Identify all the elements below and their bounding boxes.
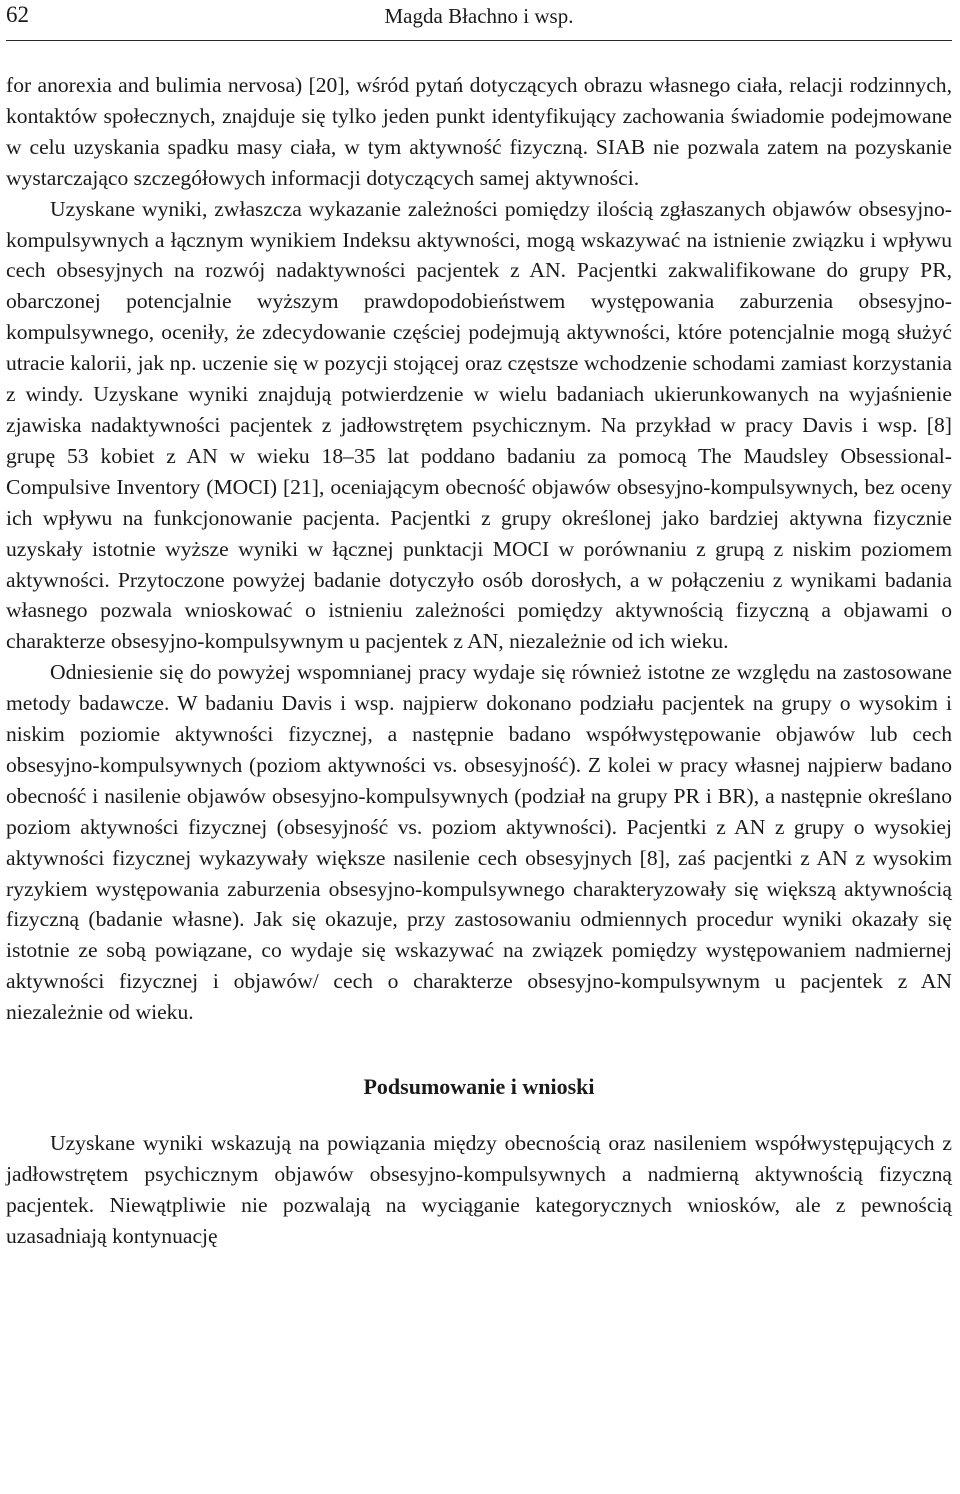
section-heading: Podsumowanie i wnioski [363,1074,595,1100]
document-page [6,0,952,1252]
body-text [6,70,952,1028]
running-header-author: Magda Błachno i wsp. [384,4,574,28]
paragraph-continued: for anorexia and bulimia nervosa) [20], wśród pytań dotyczących obrazu własnego ciała, relacji rodzinnych, kontaktów społecznych, znajduje się tylko jeden punkt identyfikujący zachowania świadomie podejmowane w celu uzyskania spadku masy ciała, w tym aktywność fizyczną. SIAB nie pozwala zatem na pozyskanie wystarczająco szczegółowych informacji dotyczących samej aktywności. [6,73,952,190]
running-header [6,0,952,41]
paragraph: Uzyskane wyniki wskazują na powiązania między obecnością oraz nasileniem współwystępujących z jadłowstrętem psychicznym objawów obsesyjno-kompulsywnych a nadmierną aktywnością fizyczną pacjentek. Niewątpliwie nie pozwalają na wyciąganie kategorycznych wniosków, ale z pewnością uzasadniają kontynuację [6,1131,952,1248]
page-number: 62 [6,2,29,27]
paragraph: Uzyskane wyniki, zwłaszcza wykazanie zależności pomiędzy ilością zgłaszanych objawów obsesyjno-kompulsywnych a łącznym wynikiem Indeksu aktywności, mogą wskazywać na istnienie związku i wpływu cech obsesyjnych na rozwój nadaktywności pacjentek z AN. Pacjentki zakwalifikowane do grupy PR, obarczonej potencjalnie wyższym prawdopodobieństwem występowania zaburzenia obsesyjno-kompulsywnego, oceniły, że zdecydowanie częściej podejmują aktywności, które potencjalnie mogą służyć utracie kalorii, jak np. uczenie się w pozycji stojącej oraz częstsze wchodzenie schodami zamiast korzystania z windy. Uzyskane wyniki znajdują potwierdzenie w wielu badaniach ukierunkowanych na wyjaśnienie zjawiska nadaktywności pacjentek z jadłowstrętem psychicznym. Na przykład w pracy Davis i wsp. [8] grupę 53 kobiet z AN w wieku 18–35 lat poddano badaniu za pomocą The Maudsley Obsessional-Compulsive Inventory (MOCI) [21], oceniającym obecność objawów obsesyjno-kompulsywnych, bez oceny ich wpływu na funkcjonowanie pacjenta. Pacjentki z grupy określonej jako bardziej aktywna fizycznie uzyskały istotnie wyższe wyniki w łącznej punktacji MOCI w porównaniu z grupą z niskim poziomem aktywności. Przytoczone powyżej badanie dotyczyło osób dorosłych, a w połączeniu z wynikami badania własnego pozwala wnioskować o istnieniu zależności pomiędzy aktywnością fizyczną a objawami o charakterze obsesyjno-kompulsywnym u pacjentek z AN, niezależnie od ich wieku. [6,196,952,654]
paragraph: Odniesienie się do powyżej wspomnianej pracy wydaje się również istotne ze względu na zastosowane metody badawcze. W badaniu Davis i wsp. najpierw dokonano podziału pacjentek na grupy o wysokim i niskim poziomie aktywności fizycznej, a następnie badano współwystępowanie objawów lub cech obsesyjno-kompulsywnych (poziom aktywności vs. obsesyjność). Z kolei w pracy własnej najpierw badano obecność i nasilenie objawów obsesyjno-kompulsywnych (podział na grupy PR i BR), a następnie określano poziom aktywności fizycznej (obsesyjność vs. poziom aktywności). Pacjentki z AN z grupy o wysokiej aktywności fizycznej wykazywały większe nasilenie cech obsesyjnych [8], zaś pacjentki z AN z wysokim ryzykiem występowania zaburzenia obsesyjno-kompulsywnego charakteryzowały się większą aktywnością fizyczną (badanie własne). Jak się okazuje, przy zastosowaniu odmiennych procedur wyniki okazały się istotnie ze sobą powiązane, co wydaje się wskazywać na związek pomiędzy występowaniem nadmiernej aktywności fizycznej i objawów/ cech o charakterze obsesyjno-kompulsywnym u pacjentek z AN niezależnie od wieku. [6,660,952,1025]
section-body [6,1128,952,1252]
